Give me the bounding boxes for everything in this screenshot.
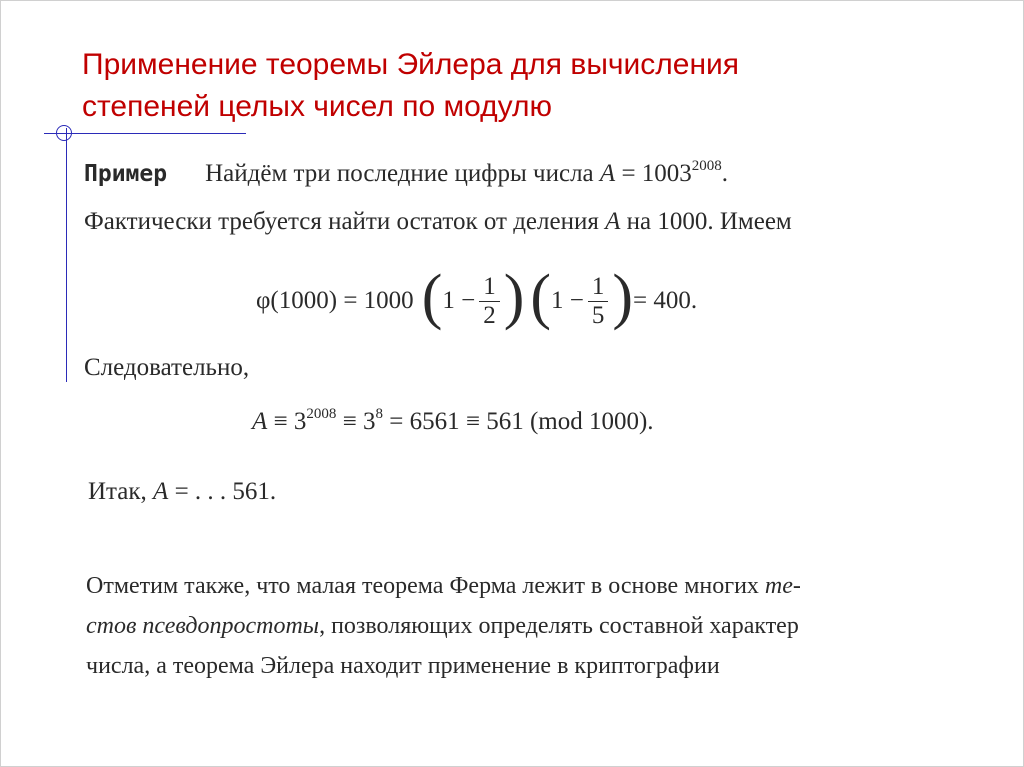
congruence-part1: ≡ 3 (267, 408, 307, 435)
phi-formula (256, 262, 697, 340)
slide-title (82, 44, 942, 128)
result-value: = . . . 561. (168, 478, 277, 505)
example-line (84, 160, 728, 188)
decorative-circle (56, 125, 72, 141)
phi-lhs: φ(1000) = 1000 (256, 287, 414, 314)
fraction-half-num: 1 (479, 273, 500, 302)
phi-one-a: 1 − (442, 287, 476, 314)
decorative-horizontal-line (44, 133, 246, 134)
note-line-3: числа, а теорема Эйлера находит применение в криптографии (86, 653, 720, 679)
result-line (88, 478, 276, 506)
paren-close-b: ) (612, 263, 634, 331)
note-italic-2: стов псевдопростоты (86, 613, 320, 639)
fraction-half (479, 273, 500, 330)
paren-open-a: ( (421, 263, 443, 331)
example-var: A (599, 160, 616, 187)
paren-close-a: ) (503, 263, 525, 331)
paren-open-b: ( (530, 263, 552, 331)
note-line-1 (86, 566, 801, 606)
example-end: . (721, 160, 729, 187)
task-text-after: на 1000. Имеем (620, 208, 792, 235)
title-line-1: Применение теоремы Эйлера для вычисления (82, 48, 740, 81)
task-text-before: Фактически требуется найти остаток от деления (84, 208, 606, 235)
fraction-fifth-den: 5 (591, 301, 605, 329)
congruence-var: A (252, 408, 268, 435)
note-paragraph (86, 566, 801, 686)
title-line-2: степеней целых чисел по модулю (82, 90, 552, 123)
note-text-1: Отметим также, что малая теорема Ферма лежит в основе многих (86, 573, 765, 599)
phi-one-b: 1 − (551, 287, 584, 314)
phi-rhs: = 400. (633, 287, 698, 314)
example-text: Найдём три последние цифры числа (205, 160, 600, 187)
note-italic-1: те- (764, 573, 801, 599)
congruence-exp2: 8 (375, 406, 383, 422)
note-line-2 (86, 606, 801, 646)
congruence-exp1: 2008 (306, 406, 337, 422)
result-prefix: Итак, (88, 478, 154, 505)
congruence-formula (252, 408, 654, 436)
note-text-2: , позволяющих определять составной характер (319, 613, 799, 639)
example-exp: 2008 (691, 158, 722, 174)
result-var: A (153, 478, 169, 505)
decorative-vertical-line (66, 128, 67, 382)
example-label: Пример (84, 161, 168, 187)
fraction-fifth-num: 1 (588, 273, 609, 302)
therefore-line: Следовательно, (84, 354, 250, 381)
fraction-half-den: 2 (483, 301, 496, 329)
congruence-part3: = 6561 ≡ 561 (mod 1000). (383, 408, 654, 435)
congruence-part2: ≡ 3 (336, 408, 376, 435)
task-var: A (605, 208, 621, 235)
task-line (84, 208, 792, 236)
fraction-fifth (588, 273, 609, 330)
example-eq: = 1003 (615, 160, 692, 187)
